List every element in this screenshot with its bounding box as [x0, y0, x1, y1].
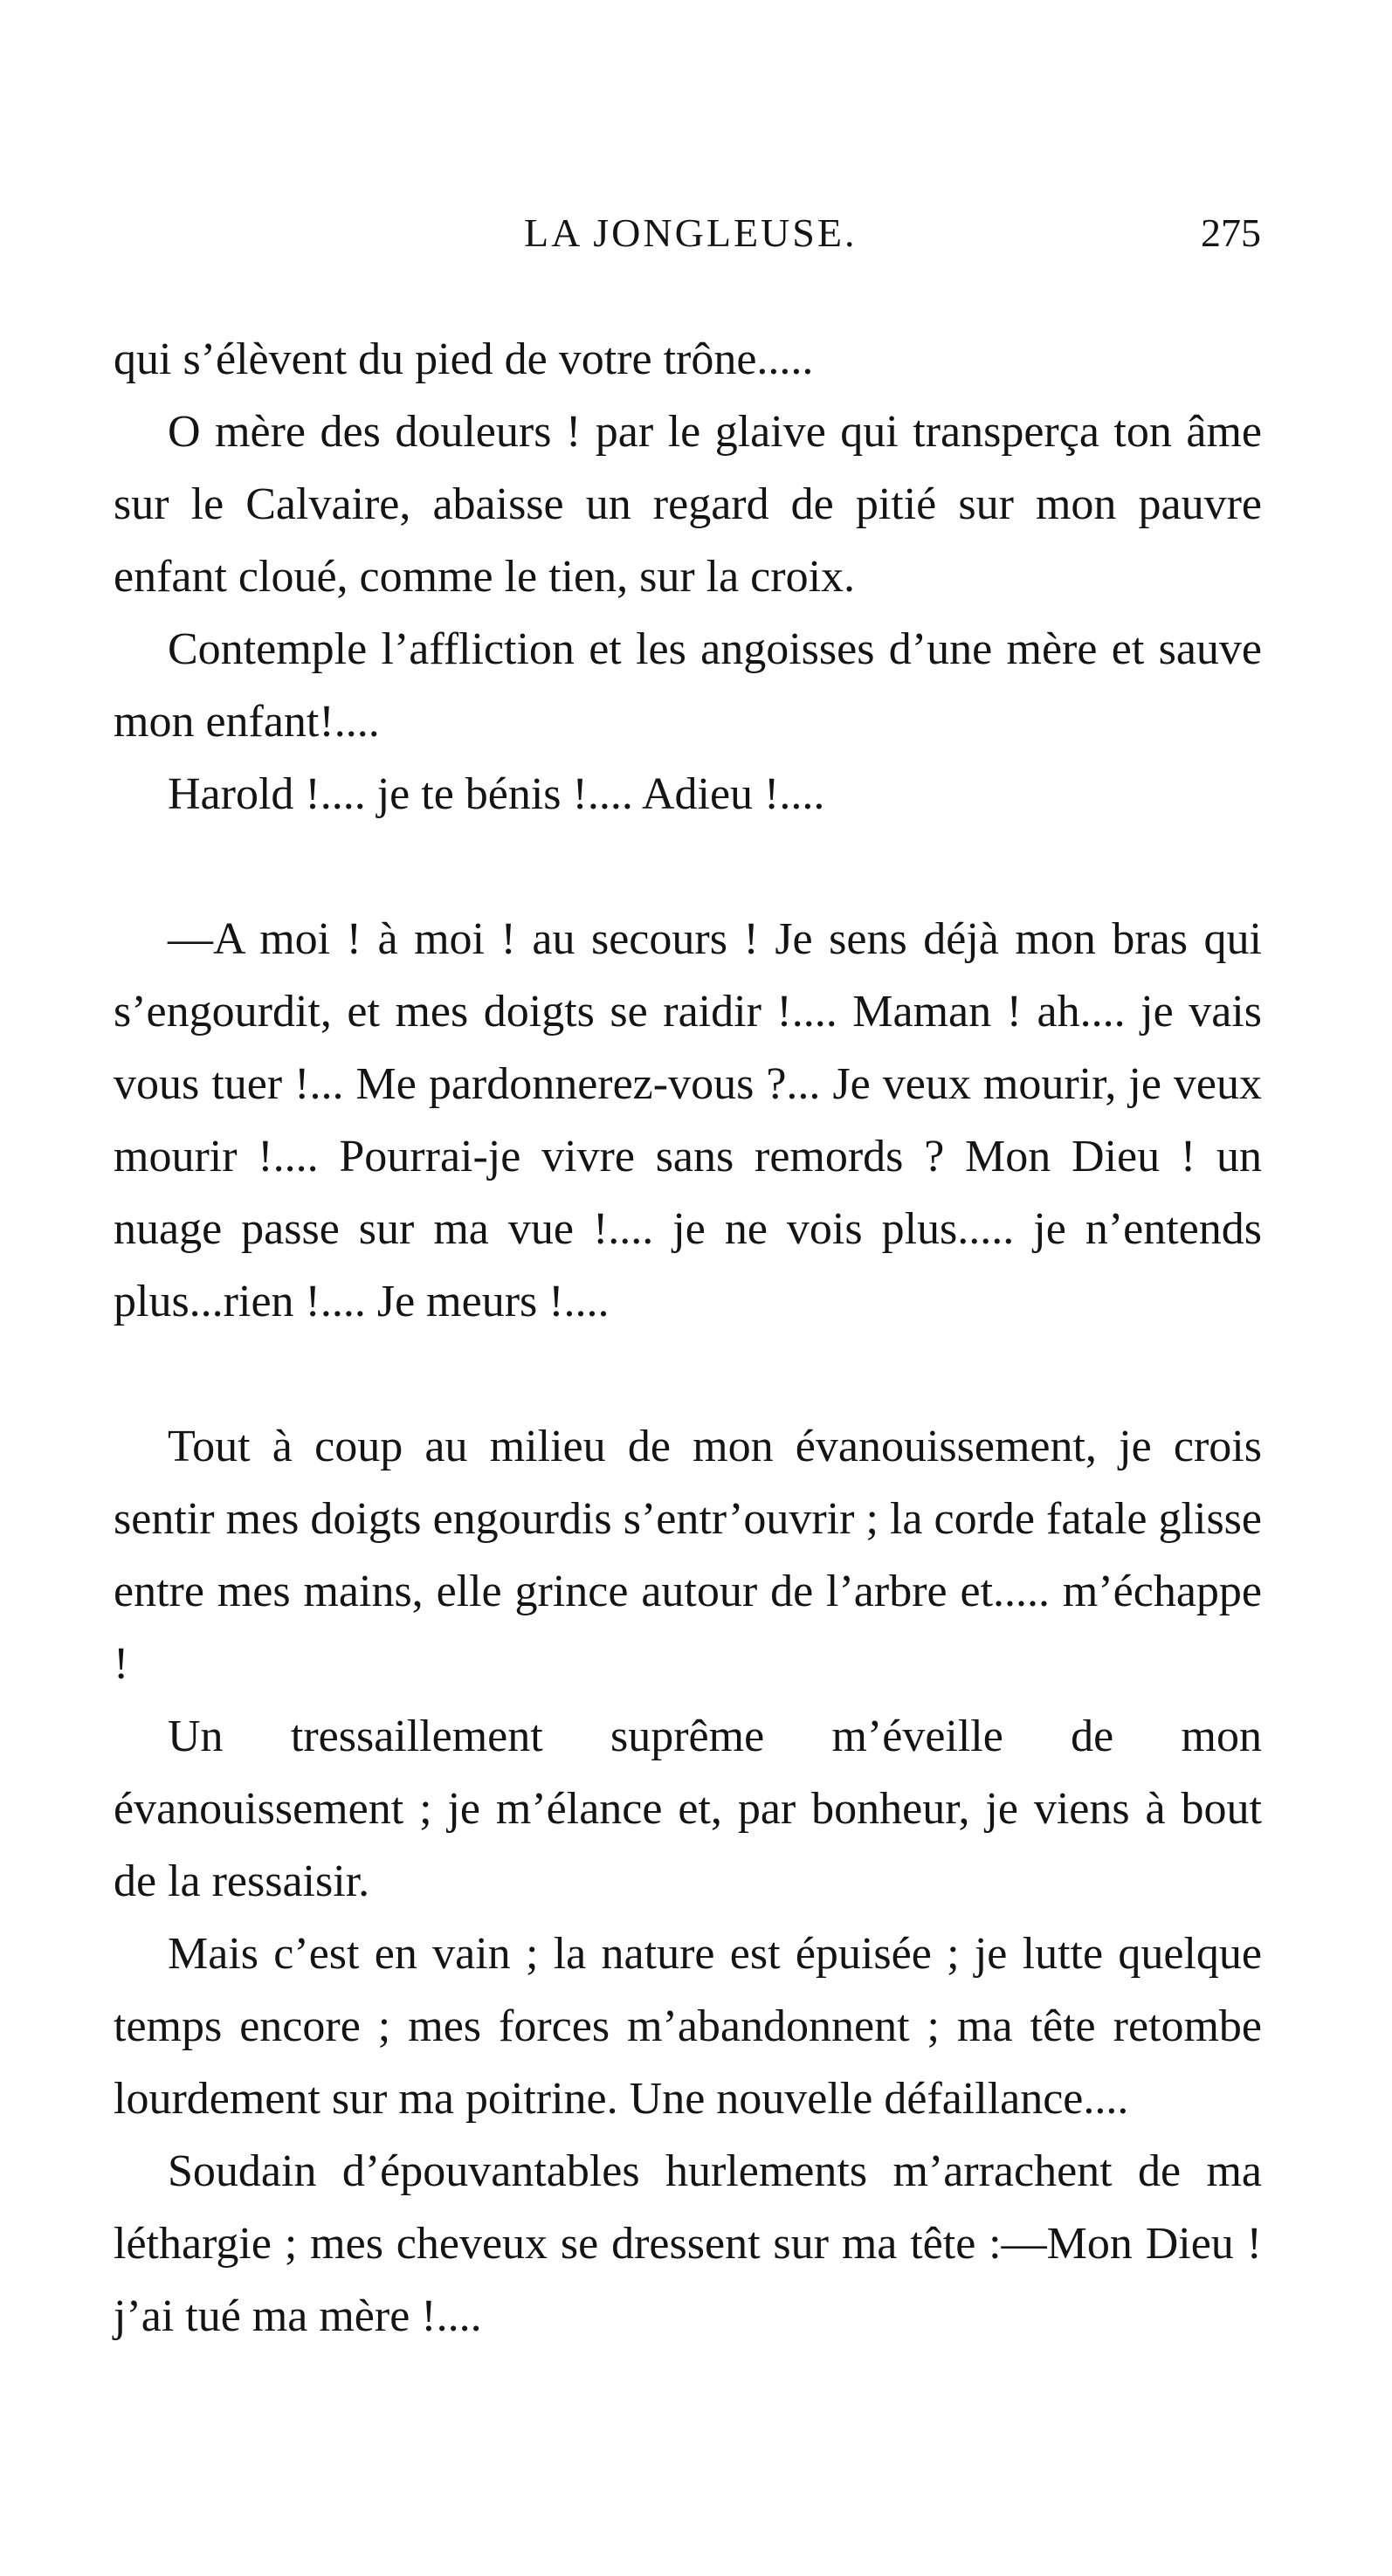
- paragraph: Tout à coup au milieu de mon évanouissement, je crois sentir mes doigts engourdis s’entr’ouvrir ; la corde fatale glisse entre mes mains, elle grince autour de l’arbre et..... m’échappe !: [114, 1422, 1262, 1689]
- paragraph: Mais c’est en vain ; la nature est épuisée ; je lutte quelque temps encore ; mes forces m’abandonnent ; ma tête retombe lourdement sur ma poitrine. Une nouvelle défaillance....: [114, 1929, 1262, 2124]
- section-break: [114, 1338, 1262, 1410]
- section-break: [114, 830, 1262, 903]
- paragraph: Contemple l’affliction et les angoisses d’une mère et sauve mon enfant!....: [114, 624, 1262, 747]
- paragraph: O mère des douleurs ! par le glaive qui transperça ton âme sur le Calvaire, abaisse un regard de pitié sur mon pauvre enfant cloué, comme le tien, sur la croix.: [114, 407, 1262, 602]
- paragraph: qui s’élèvent du pied de votre trône.....: [114, 334, 814, 384]
- paragraph: Harold !.... je te bénis !.... Adieu !....: [168, 769, 825, 819]
- page-number: 275: [1201, 210, 1261, 255]
- page-header: [0, 210, 1392, 271]
- running-title: LA JONGLEUSE.: [524, 210, 858, 255]
- paragraph: —A moi ! à moi ! au secours ! Je sens déjà mon bras qui s’engourdit, et mes doigts se raidir !.... Maman ! ah.... je vais vous tuer !... Me pardonnerez-vous ?... Je veux mourir, je veux mourir !.... Pourrai-je vivre sans remords ? Mon Dieu ! un nuage passe sur ma vue !.... je ne vois plus..... je n’entends plus...rien !.... Je meurs !....: [114, 914, 1262, 1326]
- paragraph: Soudain d’épouvantables hurlements m’arrachent de ma léthargie ; mes cheveux se dressent sur ma tête :—Mon Dieu ! j’ai tué ma mère !....: [114, 2146, 1262, 2341]
- body-text: [114, 323, 1262, 2352]
- paragraph: Un tressaillement suprême m’éveille de mon évanouissement ; je m’élance et, par bonheur, je viens à bout de la ressaisir.: [114, 1712, 1262, 1906]
